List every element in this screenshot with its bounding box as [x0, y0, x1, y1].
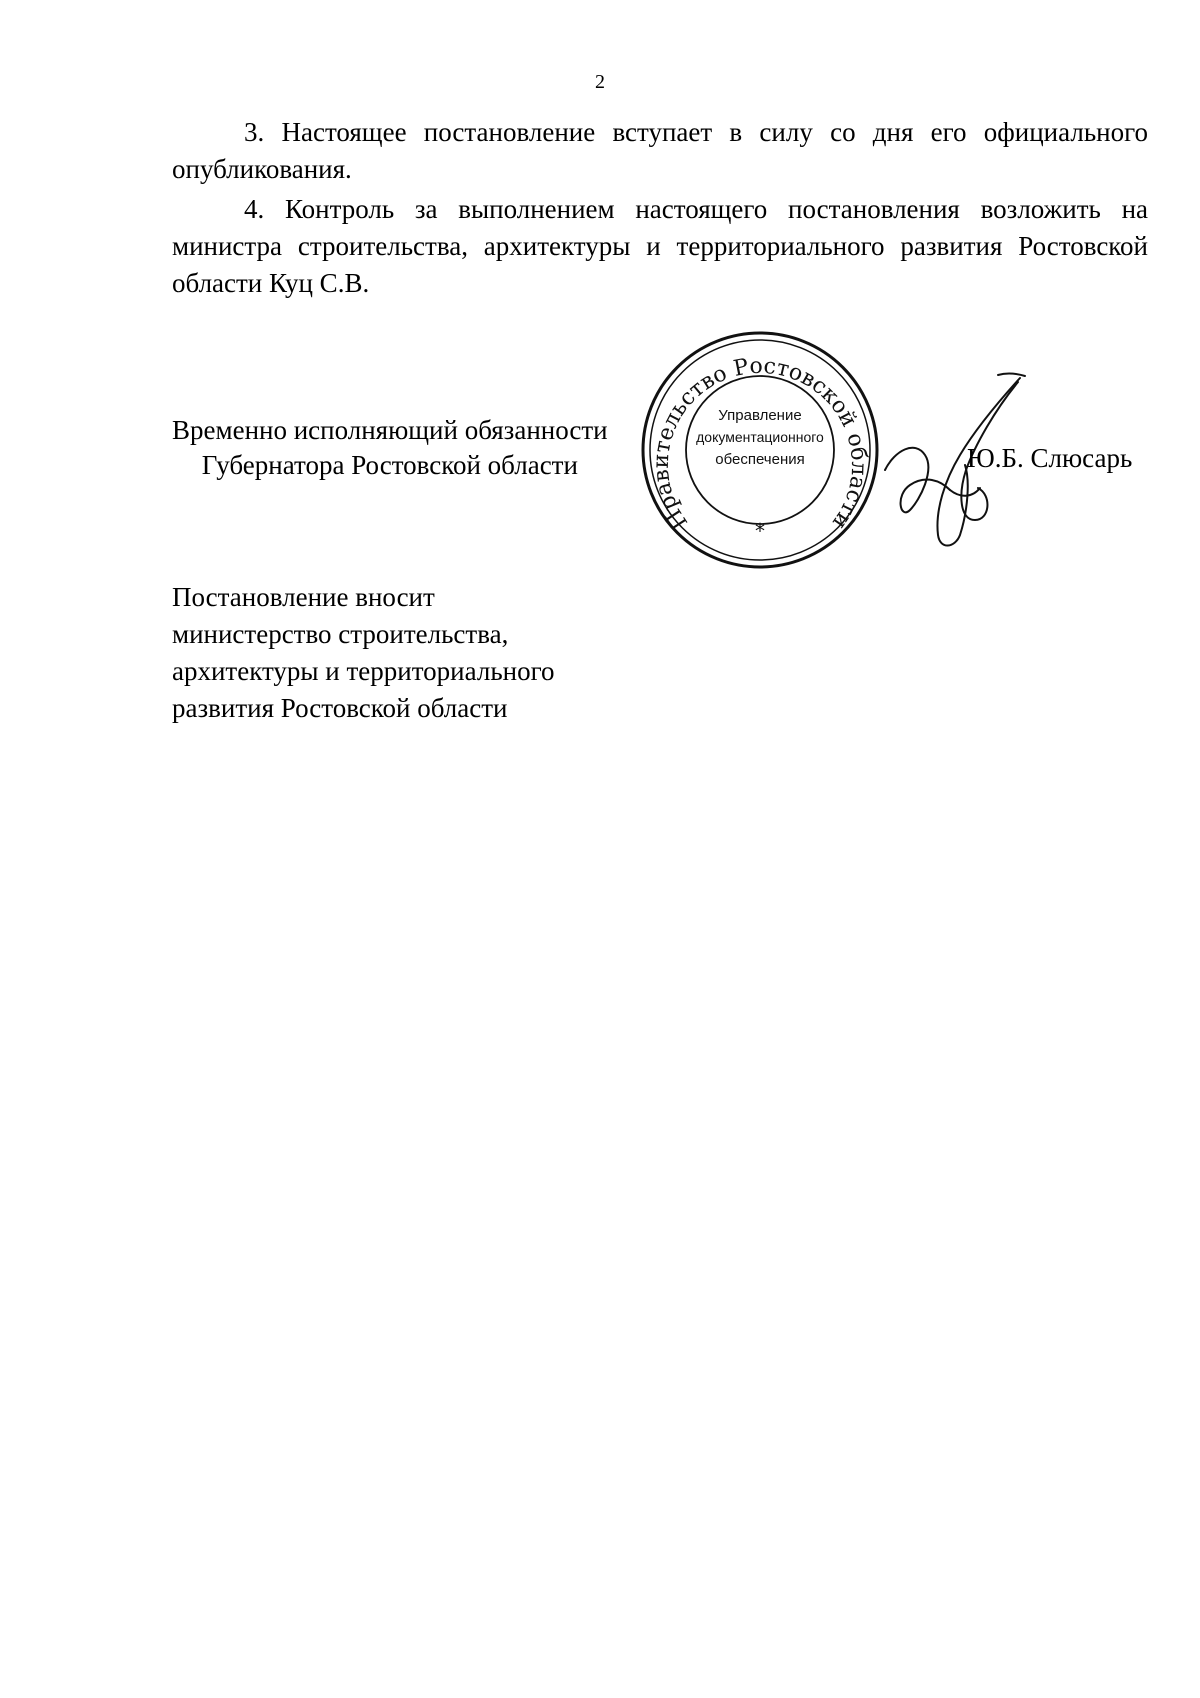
signatory-position-line-1: Временно исполняющий обязанности	[172, 415, 608, 445]
seal-center-line-3: обеспечения	[715, 451, 805, 468]
signer-name: Ю.Б. Слюсарь	[967, 443, 1133, 473]
paragraph-3: 3. Настоящее постановление вступает в силу со дня его официального опубликования.	[172, 117, 1148, 184]
introducer-line-4: развития Ростовской области	[172, 693, 508, 723]
seal-center-line-2: документационного	[696, 429, 824, 445]
paragraph-4: 4. Контроль за выполнением настоящего постановления возложить на министра строительства, архитектуры и территориального развития Ростовской области Куц С.В.	[172, 194, 1148, 298]
introducer-note	[172, 579, 555, 727]
seal-star: *	[755, 519, 765, 543]
page-number: 2	[595, 71, 605, 93]
introducer-line-2: министерство строительства,	[172, 619, 509, 649]
official-seal	[640, 330, 880, 570]
introducer-line-1: Постановление вносит	[172, 582, 435, 612]
signatory-position-line-2: Губернатора Ростовской области	[201, 450, 578, 480]
seal-center-line-1: Управление	[718, 407, 802, 424]
seal-ring-text: Правительство Ростовской области	[648, 353, 872, 534]
signatory-position	[172, 413, 608, 483]
introducer-line-3: архитектуры и территориального	[172, 656, 555, 686]
